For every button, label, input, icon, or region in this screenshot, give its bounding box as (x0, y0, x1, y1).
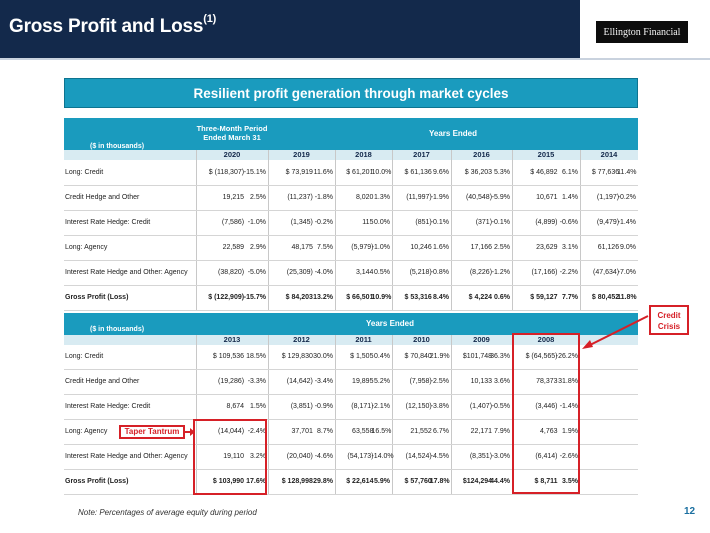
cell-amount: (17,166) (531, 268, 558, 276)
cell-percent: 7.9% (494, 427, 510, 435)
cell-percent: -2.1% (371, 402, 390, 410)
cell-amount: 8,674 (226, 402, 245, 410)
row-label: Interest Rate Hedge: Credit (65, 218, 151, 226)
cell-amount: 10,133 (470, 377, 493, 385)
cell-amount: (5,979) (351, 243, 374, 251)
table1-col-header: 2015 (537, 150, 555, 159)
cell-amount: $ 128,998 (281, 477, 313, 485)
table1-col-header: 2019 (293, 150, 310, 159)
cell-percent: -1.2% (491, 268, 510, 276)
page-number: 12 (684, 506, 696, 517)
cell-amount: (8,171) (351, 402, 374, 410)
cell-amount: 17,166 (470, 243, 493, 251)
footnote: Note: Percentages of average equity during period (78, 508, 257, 517)
title-footnote-marker: (1) (203, 13, 217, 25)
table-row (64, 261, 638, 286)
cell-amount: $ 36,203 (464, 168, 493, 176)
row-label: Gross Profit (Loss) (65, 293, 129, 301)
cell-amount: 23,629 (536, 243, 558, 251)
cell-amount: (14,642) (286, 377, 313, 385)
row-label: Gross Profit (Loss) (65, 477, 129, 485)
cell-amount: (40,548) (465, 193, 493, 201)
cell-amount: $ 46,892 (530, 168, 558, 176)
cell-percent: -1.4% (559, 402, 578, 410)
cell-amount: (851) (415, 218, 432, 226)
cell-percent: 7.7% (562, 293, 578, 301)
cell-amount: 37,701 (291, 427, 313, 435)
cell-amount: (20,040) (286, 452, 313, 460)
cell-percent: -0.2% (617, 193, 636, 201)
cell-amount: 10,246 (410, 243, 432, 251)
cell-percent: 1.5% (250, 402, 266, 410)
cell-amount: $ 70,840 (404, 352, 432, 360)
cell-percent: 10.0% (371, 168, 392, 176)
cell-percent: -5.0% (247, 268, 266, 276)
cell-percent: 6.7% (433, 427, 449, 435)
cell-amount: 63,558 (352, 427, 374, 435)
cell-amount: $ 77,636 (591, 168, 620, 176)
cell-amount: (371) (475, 218, 493, 226)
cell-percent: 1.9% (562, 427, 578, 435)
table1-years-header: Years Ended (428, 129, 478, 138)
cell-percent: -1.9% (430, 193, 449, 201)
cell-percent: -2.2% (559, 268, 578, 276)
row-label: Long: Credit (65, 352, 104, 360)
cell-amount: (19,286) (218, 377, 245, 385)
cell-amount: 115 (362, 218, 374, 226)
cell-amount: $ (64,565) (525, 352, 558, 360)
cell-percent: -2.4% (247, 427, 266, 435)
cell-amount: (25,309) (286, 268, 313, 276)
cell-amount: 3,144 (355, 268, 374, 276)
table2-col-header: 2008 (537, 335, 555, 344)
cell-percent: -0.9% (314, 402, 333, 410)
table1-col-header: 2020 (223, 150, 241, 159)
cell-percent: 5.3% (494, 168, 510, 176)
table2-col-header: 2013 (223, 335, 241, 344)
cell-amount: (47,634) (593, 268, 620, 276)
taper-tantrum-callout: Taper Tantrum (119, 425, 185, 439)
table1-units-label: ($ in thousands) (90, 143, 145, 150)
cell-percent: -0.1% (491, 218, 510, 226)
cell-percent: 2.5% (494, 243, 510, 251)
cell-percent: 5.9% (374, 477, 390, 485)
cell-percent: -0.8% (430, 268, 449, 276)
cell-amount: (8,226) (469, 268, 493, 276)
cell-percent: 44.4% (490, 477, 510, 485)
cell-percent: -0.5% (491, 402, 510, 410)
cell-percent: 10.9% (371, 293, 392, 301)
cell-amount: $ 80,452 (591, 293, 620, 301)
cell-amount: (12,150) (405, 402, 432, 410)
table1-col-header: 2017 (413, 150, 430, 159)
taper-tantrum-highlight-box (193, 419, 267, 495)
cell-percent: 30.0% (313, 352, 333, 360)
row-label: Long: Agency (65, 243, 108, 251)
cell-amount: (11,237) (287, 193, 313, 201)
cell-amount: (3,446) (535, 402, 558, 410)
cell-percent: -4.5% (430, 452, 449, 460)
cell-percent: 18.5% (246, 352, 266, 360)
cell-percent: 11.6% (313, 168, 333, 176)
page-title: Gross Profit and Loss$^{(1)}$ (9, 13, 217, 37)
cell-percent: -0.6% (559, 218, 578, 226)
table1-col-header: 2014 (600, 150, 618, 159)
cell-percent: -3.8% (430, 402, 449, 410)
cell-percent: 3.5% (562, 477, 578, 485)
table2-years-header: Years Ended (365, 319, 415, 328)
credit-crisis-arrow (578, 312, 650, 352)
cell-amount: $ 129,830 (281, 352, 313, 360)
header-divider (0, 58, 710, 60)
cell-percent: -4.0% (314, 268, 333, 276)
table-row (64, 286, 638, 311)
cell-percent: 0.4% (374, 352, 390, 360)
cell-amount: (14,524) (405, 452, 432, 460)
cell-percent: -0.2% (314, 218, 333, 226)
logo: Ellington Financial (596, 21, 688, 43)
cell-percent: -15.7% (243, 293, 266, 301)
cell-amount: $ (122,909) (208, 293, 245, 301)
cell-amount: $ 1,505 (350, 352, 374, 360)
cell-percent: 3.2% (250, 452, 266, 460)
cell-amount: $ 59,127 (530, 293, 558, 301)
cell-percent: 0.5% (374, 268, 390, 276)
cell-percent: -3.4% (314, 377, 333, 385)
cell-amount: 61,126 (597, 243, 620, 251)
cell-amount: (7,958) (409, 377, 432, 385)
cell-amount: $ 53,316 (404, 293, 432, 301)
row-label: Long: Credit (65, 168, 104, 176)
table-row (64, 211, 638, 236)
cell-percent: 8.4% (433, 293, 449, 301)
cell-amount: (6,414) (535, 452, 558, 460)
cell-percent: 17.8% (429, 477, 450, 485)
cell-percent: 2.5% (250, 193, 266, 201)
cell-amount: (3,851) (290, 402, 313, 410)
row-label: Interest Rate Hedge and Other: Agency (65, 268, 188, 276)
cell-percent: 6.1% (562, 168, 578, 176)
cell-amount: 78,373 (536, 377, 558, 385)
cell-amount: 22,589 (222, 243, 245, 251)
cell-amount: 21,552 (410, 427, 432, 435)
cell-percent: 7.5% (317, 243, 333, 251)
cell-percent: 13.2% (313, 293, 333, 301)
cell-amount: (1,345) (290, 218, 313, 226)
cell-amount: $ 103,990 (212, 477, 245, 485)
cell-percent: 31.8% (558, 377, 578, 385)
header-bar (0, 0, 580, 58)
table-row (64, 236, 638, 261)
cell-amount: 19,895 (352, 377, 374, 385)
row-label: Credit Hedge and Other (65, 377, 140, 385)
cell-percent: 2.9% (250, 243, 266, 251)
cell-percent: -1.8% (314, 193, 333, 201)
cell-percent: 0.6% (494, 293, 510, 301)
cell-percent: -4.6% (314, 452, 333, 460)
credit-crisis-callout: Credit Crisis (649, 305, 689, 335)
cell-percent: 36.3% (490, 352, 510, 360)
credit-crisis-highlight-box (512, 333, 580, 494)
cell-amount: (38,820) (218, 268, 245, 276)
cell-amount: (14,044) (218, 427, 245, 435)
cell-percent: 3.1% (562, 243, 578, 251)
cell-amount: $ 4,224 (468, 293, 493, 301)
cell-percent: -1.0% (247, 218, 266, 226)
cell-amount: $ 22,614 (346, 477, 374, 485)
cell-percent: 11.8% (617, 293, 637, 301)
cell-amount: (11,997) (406, 193, 432, 201)
cell-amount: (4,899) (535, 218, 558, 226)
cell-percent: -1.4% (617, 218, 636, 226)
cell-amount: $ 8,711 (534, 477, 558, 485)
taper-tantrum-arrow (184, 426, 196, 438)
cell-amount: 22,171 (470, 427, 493, 435)
banner: Resilient profit generation through market cycles (64, 78, 638, 108)
table2-col-header: 2011 (355, 335, 372, 344)
table1-col-header: 2016 (473, 150, 490, 159)
cell-amount: $101,748 (462, 352, 493, 360)
cell-amount: 8,020 (355, 193, 374, 201)
cell-percent: -15.1% (243, 168, 266, 176)
cell-amount: $ 57,760 (404, 477, 432, 485)
cell-amount: (7,586) (221, 218, 245, 226)
cell-amount: (54,173) (347, 452, 374, 460)
cell-amount: $124,294 (462, 477, 493, 485)
cell-percent: 9.0% (620, 243, 636, 251)
table2-col-header: 2010 (413, 335, 430, 344)
cell-percent: 5.2% (374, 377, 390, 385)
cell-amount: (9,479) (596, 218, 620, 226)
row-label: Interest Rate Hedge and Other: Agency (65, 452, 188, 460)
cell-percent: 0.0% (374, 218, 390, 226)
cell-percent: -1.0% (371, 243, 390, 251)
cell-percent: 9.6% (433, 168, 449, 176)
cell-amount: (1,197) (596, 193, 620, 201)
row-label: Credit Hedge and Other (65, 193, 140, 201)
cell-amount: (8,351) (469, 452, 493, 460)
cell-amount: 4,763 (539, 427, 558, 435)
cell-percent: 1.4% (562, 193, 578, 201)
cell-percent: 11.4% (617, 168, 637, 176)
cell-percent: -2.6% (559, 452, 578, 460)
row-label: Long: Agency (65, 427, 108, 435)
cell-percent: 1.6% (433, 243, 449, 251)
table1-col-header: 2018 (355, 150, 372, 159)
table2-col-header: 2012 (293, 335, 310, 344)
table2-col-header: 2009 (473, 335, 490, 344)
cell-amount: $ 73,919 (285, 168, 313, 176)
cell-amount: 19,215 (222, 193, 245, 201)
cell-amount: 10,671 (536, 193, 558, 201)
cell-percent: 3.6% (494, 377, 510, 385)
cell-amount: $ 61,201 (346, 168, 374, 176)
cell-percent: 1.3% (374, 193, 390, 201)
cell-amount: (5,218) (409, 268, 432, 276)
table-row (64, 161, 638, 186)
cell-percent: -0.1% (430, 218, 449, 226)
cell-amount: 19,110 (223, 452, 245, 460)
cell-percent: -26.2% (555, 352, 578, 360)
row-label: Interest Rate Hedge: Credit (65, 402, 151, 410)
cell-percent: -7.0% (617, 268, 636, 276)
cell-percent: -2.5% (430, 377, 449, 385)
table2-units-label: ($ in thousands) (90, 326, 145, 333)
cell-percent: 17.6% (246, 477, 266, 485)
cell-amount: $ 61,136 (404, 168, 432, 176)
cell-amount: $ 84,203 (285, 293, 313, 301)
table-row (64, 186, 638, 211)
cell-percent: 16.5% (371, 427, 392, 435)
cell-amount: $ 109,536 (212, 352, 245, 360)
cell-amount: 48,175 (291, 243, 313, 251)
cell-percent: 8.7% (317, 427, 333, 435)
cell-percent: -3.3% (247, 377, 266, 385)
cell-amount: $ 66,501 (346, 293, 374, 301)
table1-period-header: Three-Month Period Ended March 31 (196, 124, 268, 142)
cell-percent: -5.9% (491, 193, 510, 201)
cell-amount: $ (118,307) (208, 168, 245, 176)
cell-percent: 21.9% (429, 352, 450, 360)
cell-percent: -14.0% (371, 452, 394, 460)
cell-amount: (1,407) (469, 402, 493, 410)
cell-percent: 29.8% (313, 477, 333, 485)
cell-percent: -3.0% (491, 452, 510, 460)
